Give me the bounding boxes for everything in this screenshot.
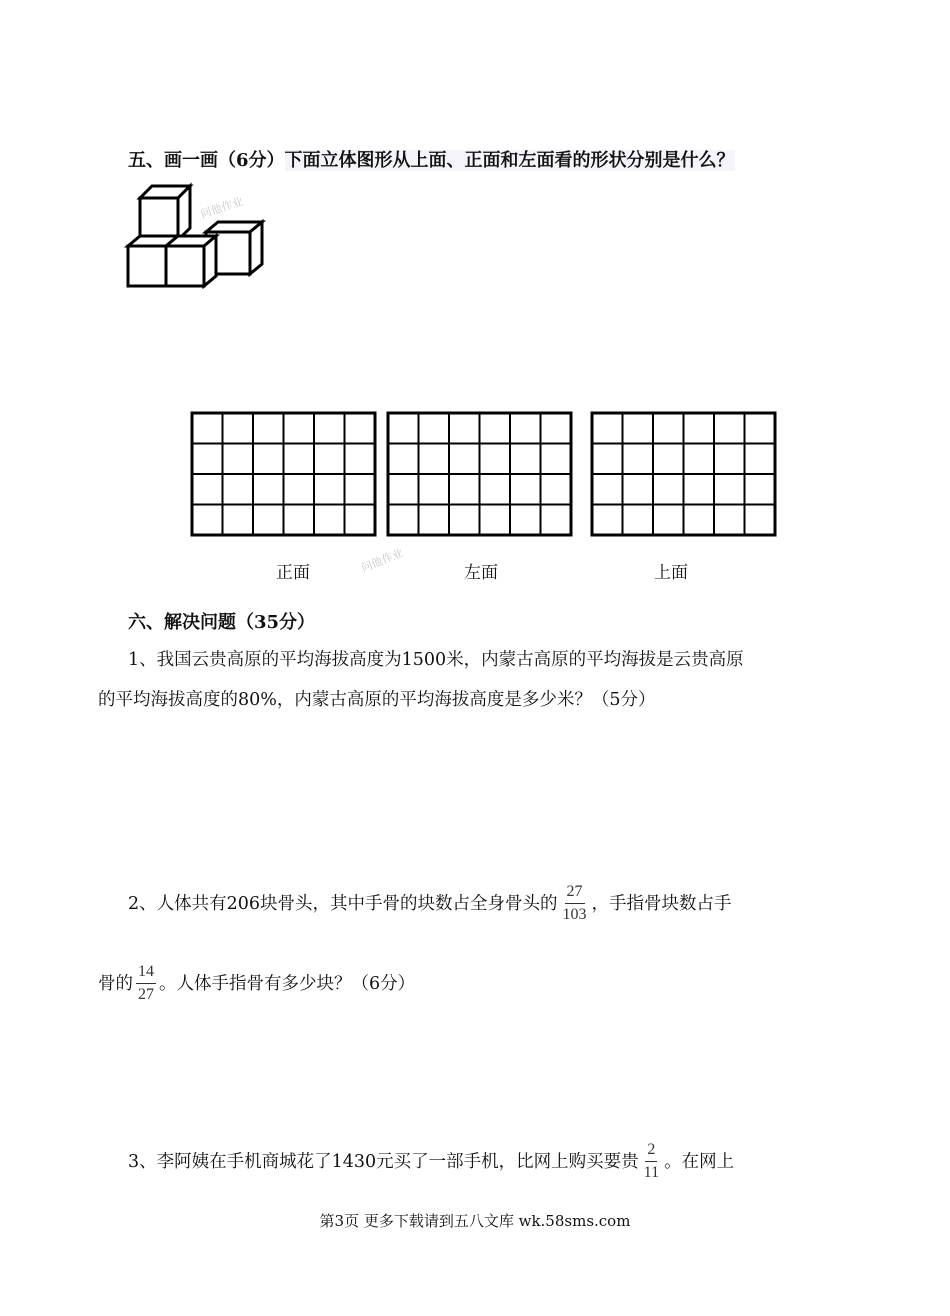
grid-area (190, 410, 782, 542)
q3-text-a: 3、李阿姨在手机商城花了1430元买了一部手机，比网上购买要贵 (128, 1152, 639, 1172)
grid-label-top: 上面 (654, 563, 688, 583)
grid-label-left: 左面 (464, 563, 498, 583)
q3-line-1 (128, 1142, 734, 1183)
q2-text-d: 。人体手指骨有多少块？（6分） (159, 974, 416, 994)
section-5-title-text: 下面立体图形从上面、正面和左面看的形状分别是什么？ (284, 150, 735, 171)
q2-fraction-2-num: 14 (136, 963, 156, 984)
q1-line-2: 的平均海拔高度的80%，内蒙古高原的平均海拔高度是多少米？（5分） (98, 690, 656, 710)
cube-figure (118, 180, 278, 295)
cube-watermark: 问他作业 (198, 194, 245, 221)
q2-text-c: 骨的 (98, 974, 133, 994)
q3-text-b: 。在网上 (664, 1152, 735, 1172)
section-6-heading: 六、解决问题（35分） (128, 612, 316, 633)
grid-label-front: 正面 (276, 563, 310, 583)
section-5-heading (128, 146, 735, 172)
q2-text-a: 2、人体共有206块骨头，其中手骨的块数占全身骨头的 (128, 894, 558, 914)
page-footer: 第3页 更多下载请到五八文库 wk.58sms.com (319, 1212, 631, 1230)
q2-fraction-1-den: 103 (562, 906, 587, 923)
q3-fraction-num: 2 (645, 1141, 657, 1162)
q2-fraction-2-den: 27 (138, 986, 154, 1003)
q3-fraction-den: 11 (643, 1164, 660, 1181)
grid-left (388, 413, 571, 535)
grid-front (192, 413, 375, 535)
grid-top (592, 413, 775, 535)
q3-fraction (642, 1141, 661, 1182)
q2-line-1 (128, 884, 732, 925)
q2-fraction-1 (561, 883, 589, 924)
q1-line-1: 1、我国云贵高原的平均海拔高度为1500米，内蒙古高原的平均海拔是云贵高原 (128, 650, 744, 670)
q2-fraction-1-num: 27 (565, 883, 585, 904)
q2-fraction-2 (136, 963, 156, 1004)
q2-line-2 (98, 964, 415, 1005)
section-5-title-bold: 五、画一画（6分） (128, 150, 285, 171)
grid-watermark: 问他作业 (359, 546, 406, 575)
q2-text-b: ，手指骨块数占手 (591, 894, 732, 914)
